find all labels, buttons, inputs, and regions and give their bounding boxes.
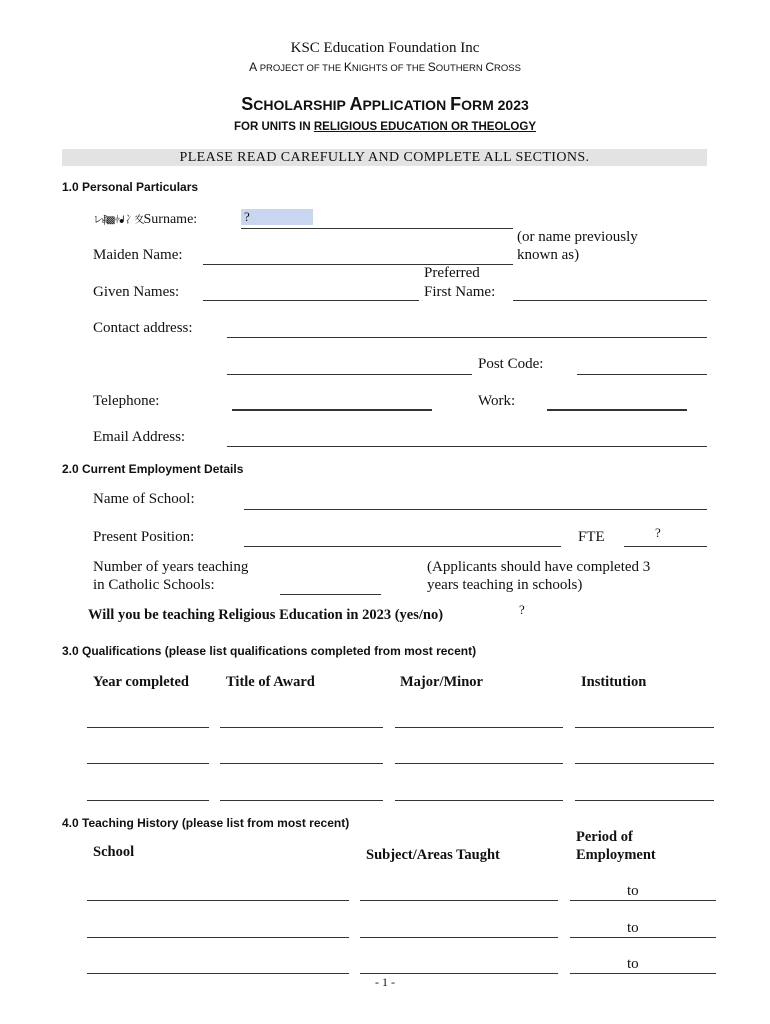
title-initial-s: S (241, 94, 254, 114)
years-note-1: (Applicants should have completed 3 (427, 559, 651, 575)
section-4-heading: 4.0 Teaching History (please list from most recent) (62, 816, 350, 830)
title-text-3: ORM 2023 (461, 97, 529, 113)
qual-institution-field[interactable] (575, 800, 714, 801)
work-phone-field[interactable] (547, 409, 687, 411)
years-teaching-field[interactable] (280, 594, 381, 595)
given-names-field[interactable] (203, 300, 419, 301)
subtitle-prefix: FOR UNITS IN (233, 121, 314, 133)
fte-field[interactable] (624, 546, 707, 547)
preferred-label-1: Preferred (424, 265, 480, 281)
section-3-heading: 3.0 Qualifications (please list qualifications completed from most recent) (62, 644, 477, 658)
years-teaching-label-1: Number of years teaching (93, 559, 249, 575)
years-note-2: years teaching in schools) (427, 577, 583, 593)
org-name: KSC Education Foundation Inc (290, 40, 480, 56)
history-col-period-2: Employment (576, 847, 656, 863)
qual-year-field[interactable] (87, 763, 209, 764)
qual-institution-field[interactable] (575, 763, 714, 764)
history-school-field[interactable] (87, 937, 349, 938)
history-period-field[interactable] (570, 973, 716, 974)
qual-major-field[interactable] (395, 800, 563, 801)
surname-field-line[interactable] (241, 228, 513, 229)
school-name-field[interactable] (244, 509, 707, 510)
maiden-note-1: (or name previously (517, 229, 638, 245)
project-text-3: OUTHERN (435, 63, 486, 74)
email-field[interactable] (227, 446, 707, 447)
section-1-heading: 1.0 Personal Particulars (62, 180, 199, 194)
contact-address-field-2[interactable] (227, 374, 472, 375)
garbled-prefix: レ⳥▩⫩ᖱ ⼎⼢ (93, 215, 144, 226)
qual-major-field[interactable] (395, 763, 563, 764)
history-subject-field[interactable] (360, 900, 558, 901)
qual-col-title: Title of Award (226, 674, 315, 690)
qual-col-institution: Institution (581, 674, 647, 690)
project-initial-s: S (427, 60, 436, 74)
history-subject-field[interactable] (360, 973, 558, 974)
maiden-name-label: Maiden Name: (93, 247, 183, 263)
present-position-label: Present Position: (93, 529, 195, 545)
project-text-1: PROJECT OF THE (257, 63, 344, 74)
to-label: to (627, 956, 639, 972)
fte-value[interactable]: ? (655, 525, 661, 540)
qual-title-field[interactable] (220, 800, 383, 801)
title-initial-f: F (450, 94, 462, 114)
history-col-school: School (93, 844, 135, 860)
qual-year-field[interactable] (87, 727, 209, 728)
form-subtitle (0, 121, 770, 133)
surname-label-text: Surname: (143, 212, 198, 227)
project-initial-k: K (343, 60, 352, 74)
contact-address-label: Contact address: (93, 320, 193, 336)
project-text-2: NIGHTS OF THE (351, 63, 428, 74)
history-col-subject: Subject/Areas Taught (366, 847, 500, 863)
project-initial-a: A (249, 60, 258, 74)
fte-label: FTE (578, 529, 605, 545)
qual-major-field[interactable] (395, 727, 563, 728)
contact-address-field-1[interactable] (227, 337, 707, 338)
preferred-name-field[interactable] (513, 300, 707, 301)
present-position-field[interactable] (244, 546, 561, 547)
school-name-label: Name of School: (93, 491, 195, 507)
qual-year-field[interactable] (87, 800, 209, 801)
qual-title-field[interactable] (220, 763, 383, 764)
history-subject-field[interactable] (360, 937, 558, 938)
email-label: Email Address: (93, 429, 186, 445)
telephone-label: Telephone: (93, 393, 160, 409)
surname-label (93, 211, 197, 228)
preferred-label-2: First Name: (424, 284, 496, 300)
title-initial-a: A (349, 94, 363, 114)
history-school-field[interactable] (87, 900, 349, 901)
years-teaching-label-2: in Catholic Schools: (93, 577, 215, 593)
to-label: to (627, 883, 639, 899)
history-school-field[interactable] (87, 973, 349, 974)
given-names-label: Given Names: (93, 284, 180, 300)
form-title (0, 94, 770, 115)
title-text-1: CHOLARSHIP (253, 97, 350, 113)
qual-title-field[interactable] (220, 727, 383, 728)
history-period-field[interactable] (570, 937, 716, 938)
qual-institution-field[interactable] (575, 727, 714, 728)
work-label: Work: (478, 393, 516, 409)
project-text-4: ROSS (494, 63, 521, 74)
project-line (0, 60, 770, 74)
surname-input[interactable]: ? (241, 209, 313, 225)
title-text-2: PPLICATION (362, 97, 451, 113)
page-number: - 1 - (375, 975, 395, 989)
postcode-label: Post Code: (478, 356, 544, 372)
subtitle-units: RELIGIOUS EDUCATION OR THEOLOGY (313, 121, 536, 133)
section-2-heading: 2.0 Current Employment Details (62, 462, 244, 476)
to-label: to (627, 920, 639, 936)
telephone-field[interactable] (232, 409, 432, 411)
instructions-banner: PLEASE READ CAREFULLY AND COMPLETE ALL SECTIONS. (62, 149, 707, 166)
qual-col-year: Year completed (93, 674, 189, 690)
maiden-note-2: known as) (517, 247, 580, 263)
history-period-field[interactable] (570, 900, 716, 901)
postcode-field[interactable] (577, 374, 707, 375)
project-initial-c: C (485, 60, 494, 74)
history-col-period-1: Period of (576, 829, 633, 845)
re-answer[interactable]: ? (519, 602, 525, 617)
qual-col-major: Major/Minor (400, 674, 483, 690)
re-question: Will you be teaching Religious Education in 2023 (yes/no) (88, 607, 444, 623)
